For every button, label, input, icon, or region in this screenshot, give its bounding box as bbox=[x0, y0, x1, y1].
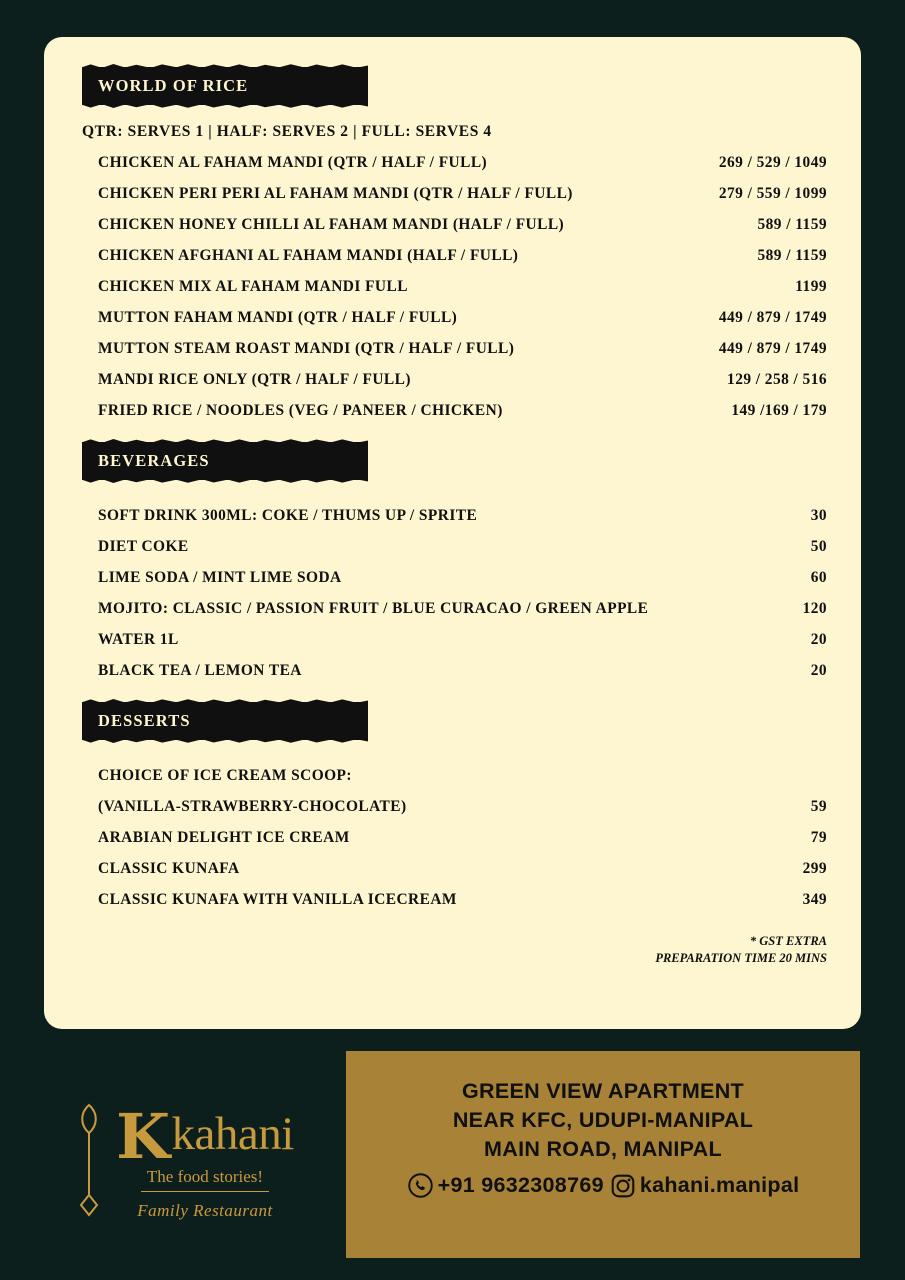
menu-item-name: SOFT DRINK 300ML: COKE / THUMS UP / SPRITE bbox=[98, 506, 478, 524]
menu-item-row bbox=[82, 178, 829, 209]
menu-item-price: 279 / 559 / 1099 bbox=[718, 184, 827, 202]
menu-section-world-of-rice bbox=[82, 67, 829, 426]
menu-item-name: CHICKEN PERI PERI AL FAHAM MANDI (QTR / HALF / FULL) bbox=[98, 184, 573, 202]
preparation-time-note: PREPARATION TIME 20 MINS bbox=[655, 950, 827, 965]
menu-item-price: 20 bbox=[810, 630, 827, 648]
address-line-1: GREEN VIEW APARTMENT bbox=[462, 1079, 744, 1103]
menu-item-name: CHICKEN MIX AL FAHAM MANDI FULL bbox=[98, 277, 408, 295]
gst-note: * GST EXTRA bbox=[749, 934, 827, 948]
menu-item-name: BLACK TEA / LEMON TEA bbox=[98, 661, 302, 679]
menu-item-row bbox=[82, 271, 829, 302]
menu-item-price: 449 / 879 / 1749 bbox=[718, 308, 827, 326]
menu-item-name: MOJITO: CLASSIC / PASSION FRUIT / BLUE CURACAO / GREEN APPLE bbox=[98, 599, 649, 617]
menu-item-price: 589 / 1159 bbox=[757, 215, 827, 233]
menu-item-name: CHICKEN AFGHANI AL FAHAM MANDI (HALF / FULL) bbox=[98, 246, 519, 264]
menu-item-price: 269 / 529 / 1049 bbox=[718, 153, 827, 171]
logo-monogram: K bbox=[116, 1100, 170, 1173]
section-header-world-of-rice: WORLD OF RICE bbox=[82, 67, 368, 105]
menu-item-row bbox=[82, 760, 829, 791]
instagram-icon bbox=[610, 1173, 636, 1199]
menu-item-name: CHOICE OF ICE CREAM SCOOP: bbox=[98, 766, 352, 784]
brand-subtitle: Family Restaurant bbox=[137, 1201, 273, 1220]
menu-section-desserts bbox=[82, 702, 829, 915]
menu-item-price: 449 / 879 / 1749 bbox=[718, 339, 827, 357]
menu-item-price: 589 / 1159 bbox=[757, 246, 827, 264]
menu-item-price: 20 bbox=[810, 661, 827, 679]
menu-item-name: ARABIAN DELIGHT ICE CREAM bbox=[98, 828, 350, 846]
phone-number[interactable]: +91 9632308769 bbox=[437, 1173, 604, 1198]
menu-item-row bbox=[82, 884, 829, 915]
menu-item-name: LIME SODA / MINT LIME SODA bbox=[98, 568, 342, 586]
menu-item-row bbox=[82, 147, 829, 178]
menu-item-name: CLASSIC KUNAFA WITH VANILLA ICECREAM bbox=[98, 890, 457, 908]
menu-item-price: 120 bbox=[802, 599, 827, 617]
menu-item-row bbox=[82, 624, 829, 655]
menu-item-name: CHICKEN AL FAHAM MANDI (QTR / HALF / FULL) bbox=[98, 153, 488, 171]
brand-tagline: The food stories! bbox=[141, 1167, 269, 1192]
brand-logo bbox=[60, 1100, 350, 1221]
menu-item-name: FRIED RICE / NOODLES (VEG / PANEER / CHICKEN) bbox=[98, 401, 503, 419]
menu-item-list bbox=[82, 760, 829, 915]
menu-item-price: 1199 bbox=[795, 277, 827, 295]
menu-item-row bbox=[82, 593, 829, 624]
menu-item-row bbox=[82, 500, 829, 531]
logo-wordmark: kahani bbox=[171, 1107, 294, 1160]
menu-item-name: MUTTON STEAM ROAST MANDI (QTR / HALF / FULL) bbox=[98, 339, 515, 357]
menu-item-price: 149 /169 / 179 bbox=[731, 401, 827, 419]
section-header-beverages: BEVERAGES bbox=[82, 442, 368, 480]
menu-item-price: 59 bbox=[810, 797, 827, 815]
menu-card bbox=[44, 37, 861, 1029]
menu-item-name: MANDI RICE ONLY (QTR / HALF / FULL) bbox=[98, 370, 411, 388]
menu-item-row bbox=[82, 562, 829, 593]
menu-section-beverages bbox=[82, 442, 829, 686]
address-line-2: NEAR KFC, UDUPI-MANIPAL bbox=[452, 1107, 754, 1132]
menu-item-name: CLASSIC KUNAFA bbox=[98, 859, 240, 877]
menu-item-price: 299 bbox=[802, 859, 827, 877]
menu-item-list bbox=[82, 500, 829, 686]
address-line-3: MAIN ROAD, MANIPAL bbox=[484, 1136, 722, 1161]
menu-item-price: 30 bbox=[810, 506, 827, 524]
serving-note: QTR: SERVES 1 | HALF: SERVES 2 | FULL: SERVES 4 bbox=[82, 123, 492, 140]
menu-item-price: 50 bbox=[810, 537, 827, 555]
instagram-handle[interactable]: kahani.manipal bbox=[639, 1173, 800, 1198]
menu-item-row bbox=[82, 395, 829, 426]
footnotes bbox=[82, 933, 829, 967]
menu-item-row bbox=[82, 655, 829, 686]
menu-item-row bbox=[82, 302, 829, 333]
menu-item-price: 60 bbox=[810, 568, 827, 586]
address-panel bbox=[346, 1051, 860, 1258]
section-header-desserts: DESSERTS bbox=[82, 702, 368, 740]
menu-item-price: 79 bbox=[810, 828, 827, 846]
menu-item-name: DIET COKE bbox=[98, 537, 189, 555]
menu-item-row bbox=[82, 791, 829, 822]
menu-item-row bbox=[82, 853, 829, 884]
menu-item-name: (VANILLA-STRAWBERRY-CHOCOLATE) bbox=[98, 797, 407, 815]
menu-item-price: 349 bbox=[802, 890, 827, 908]
menu-item-row bbox=[82, 822, 829, 853]
menu-item-price: 129 / 258 / 516 bbox=[727, 370, 827, 388]
menu-item-row bbox=[82, 531, 829, 562]
menu-item-name: CHICKEN HONEY CHILLI AL FAHAM MANDI (HALF / FULL) bbox=[98, 215, 565, 233]
ornament-icon bbox=[72, 1099, 106, 1219]
menu-item-list bbox=[82, 147, 829, 426]
menu-item-name: MUTTON FAHAM MANDI (QTR / HALF / FULL) bbox=[98, 308, 458, 326]
menu-item-row bbox=[82, 364, 829, 395]
phone-icon bbox=[407, 1172, 434, 1199]
menu-item-row bbox=[82, 333, 829, 364]
footer-bar bbox=[0, 1029, 905, 1280]
menu-item-row bbox=[82, 240, 829, 271]
menu-item-row bbox=[82, 209, 829, 240]
menu-item-name: WATER 1L bbox=[98, 630, 179, 648]
